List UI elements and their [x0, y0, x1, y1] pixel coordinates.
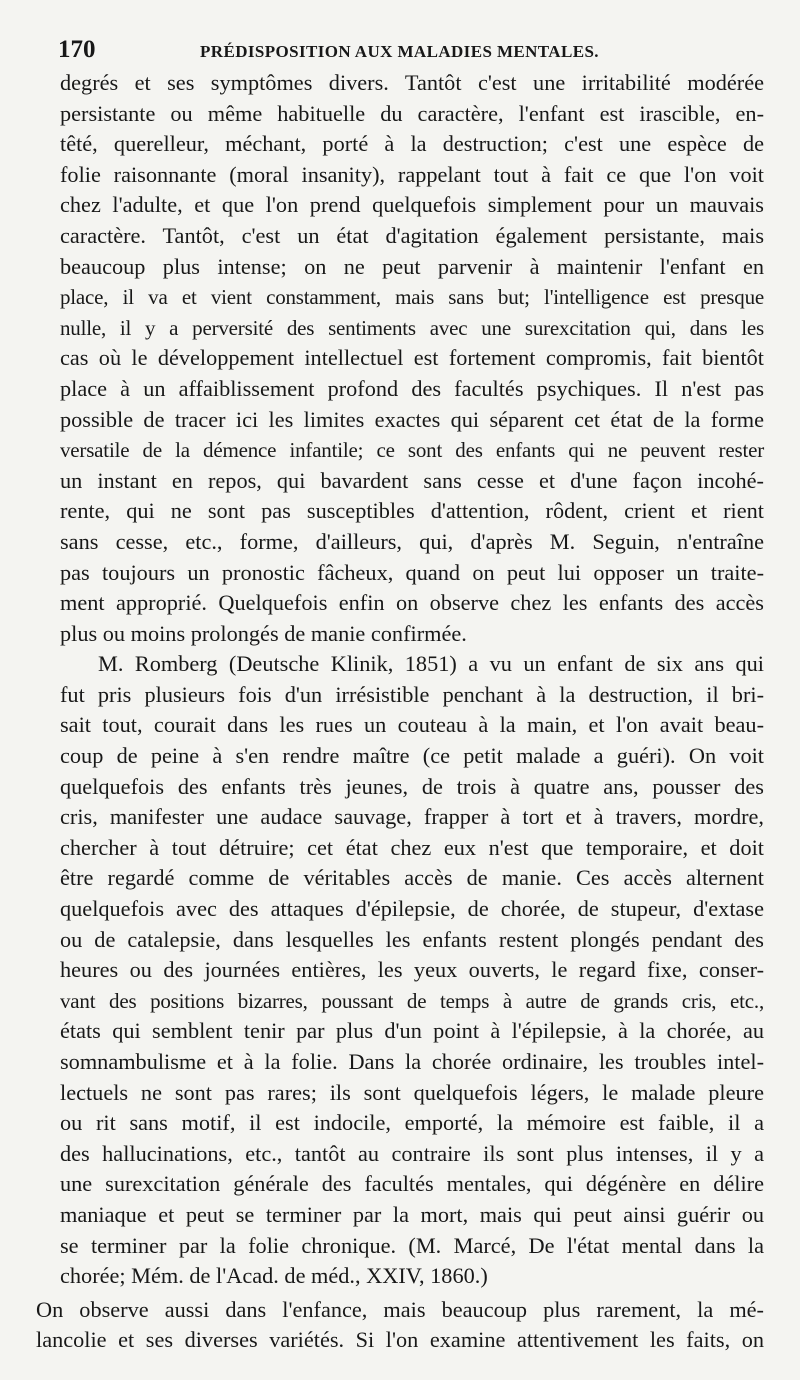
text-line: ou rit sans motif, il est indocile, emporté, la mémoire est faible, il a: [60, 1110, 764, 1136]
text-line: lectuels ne sont pas rares; ils sont quelquefois légers, le malade pleure: [60, 1079, 764, 1105]
text-line: sans cesse, etc., forme, d'ailleurs, qui, d'après M. Seguin, n'entraîne: [60, 528, 764, 554]
text-line: degrés et ses symptômes divers. Tantôt c'est une irritabilité modérée: [60, 70, 764, 95]
text-line: être regardé comme de véritables accès de manie. Ces accès alternent: [60, 865, 764, 891]
text-line: cris, manifester une audace sauvage, frapper à tort et à travers, mordre,: [60, 804, 764, 830]
text-line: nulle, il y a perversité des sentiments avec une surexcitation qui, dans les: [60, 315, 764, 340]
text-line: cas où le développement intellectuel est fortement compromis, fait bientôt: [60, 345, 764, 371]
text-line: plus ou moins prolongés de manie confirmée.: [60, 620, 467, 646]
text-line: fut pris plusieurs fois d'un irrésistible penchant à la destruction, il bri-: [60, 681, 764, 707]
text-line: caractère. Tantôt, c'est un état d'agitation également persistante, mais: [60, 222, 764, 248]
text-line: une surexcitation générale des facultés mentales, qui dégénère en délire: [60, 1171, 764, 1197]
text-line: états qui semblent tenir par plus d'un point à l'épilepsie, à la chorée, au: [60, 1018, 764, 1044]
text-line: maniaque et peut se terminer par la mort, mais qui peut ainsi guérir ou: [60, 1201, 764, 1227]
text-line: somnambulisme et à la folie. Dans la chorée ordinaire, les troubles intel-: [60, 1049, 764, 1074]
text-line: versatile de la démence infantile; ce sont des enfants qui ne peuvent rester: [60, 438, 764, 463]
text-line: coup de peine à s'en rendre maître (ce petit malade a guéri). On voit: [60, 743, 764, 769]
text-line: rente, qui ne sont pas susceptibles d'attention, rôdent, crient et rient: [60, 498, 764, 524]
body-text: [36, 68, 764, 1356]
text-line: vant des positions bizarres, poussant de temps à autre de grands cris, etc.,: [60, 988, 764, 1013]
text-line: pas toujours un pronostic fâcheux, quand on peut lui opposer un traite-: [60, 559, 764, 585]
text-line: persistante ou même habituelle du caractère, l'enfant est irascible, en-: [60, 100, 764, 126]
text-line: des hallucinations, etc., tantôt au contraire ils sont plus intenses, il y a: [60, 1140, 764, 1166]
text-line: possible de tracer ici les limites exactes qui séparent cet état de la forme: [60, 406, 764, 432]
text-line: place à un affaiblissement profond des facultés psychiques. Il n'est pas: [60, 375, 764, 401]
running-title: PRÉDISPOSITION AUX MALADIES MENTALES.: [200, 42, 599, 61]
paragraph-first-line: M. Romberg (Deutsche Klinik, 1851) a vu un enfant de six ans qui: [98, 651, 764, 677]
text-line: folie raisonnante (moral insanity), rappelant tout à fait ce que l'on voit: [60, 161, 764, 187]
text-line: chez l'adulte, et que l'on prend quelquefois simplement pour un mauvais: [60, 192, 764, 218]
text-line: place, il va et vient constamment, mais sans but; l'intelligence est presque: [60, 285, 764, 310]
text-line: chercher à tout détruire; cet état chez eux n'est que temporaire, et doit: [60, 834, 764, 860]
text-line: se terminer par la folie chronique. (M. Marcé, De l'état mental dans la: [60, 1232, 764, 1258]
text-line: têté, querelleur, méchant, porté à la destruction; c'est une espèce de: [60, 131, 764, 157]
text-line: chorée; Mém. de l'Acad. de méd., XXIV, 1860.): [60, 1263, 488, 1289]
page-number: 170: [58, 36, 96, 63]
text-line: sait tout, courait dans les rues un couteau à la main, et l'on avait beau-: [60, 712, 764, 738]
text-line: un instant en repos, qui bavardent sans cesse et d'une façon incohé-: [60, 467, 764, 493]
text-line: quelquefois avec des attaques d'épilepsie, de chorée, de stupeur, d'extase: [60, 896, 764, 922]
text-line: heures ou des journées entières, les yeux ouverts, le regard fixe, conser-: [60, 957, 764, 983]
page-header: [58, 36, 764, 66]
text-line: quelquefois des enfants très jeunes, de trois à quatre ans, pousser des: [60, 773, 764, 799]
text-line: ou de catalepsie, dans lesquelles les enfants restent plongés pendant des: [60, 926, 764, 952]
text-line: lancolie et ses diverses variétés. Si l'on examine attentivement les faits, on: [36, 1327, 764, 1353]
text-line: ment approprié. Quelquefois enfin on observe chez les enfants des accès: [60, 590, 764, 616]
paragraph-first-line: On observe aussi dans l'enfance, mais beaucoup plus rarement, la mé-: [36, 1296, 764, 1322]
text-line: beaucoup plus intense; on ne peut parvenir à maintenir l'enfant en: [60, 253, 764, 279]
